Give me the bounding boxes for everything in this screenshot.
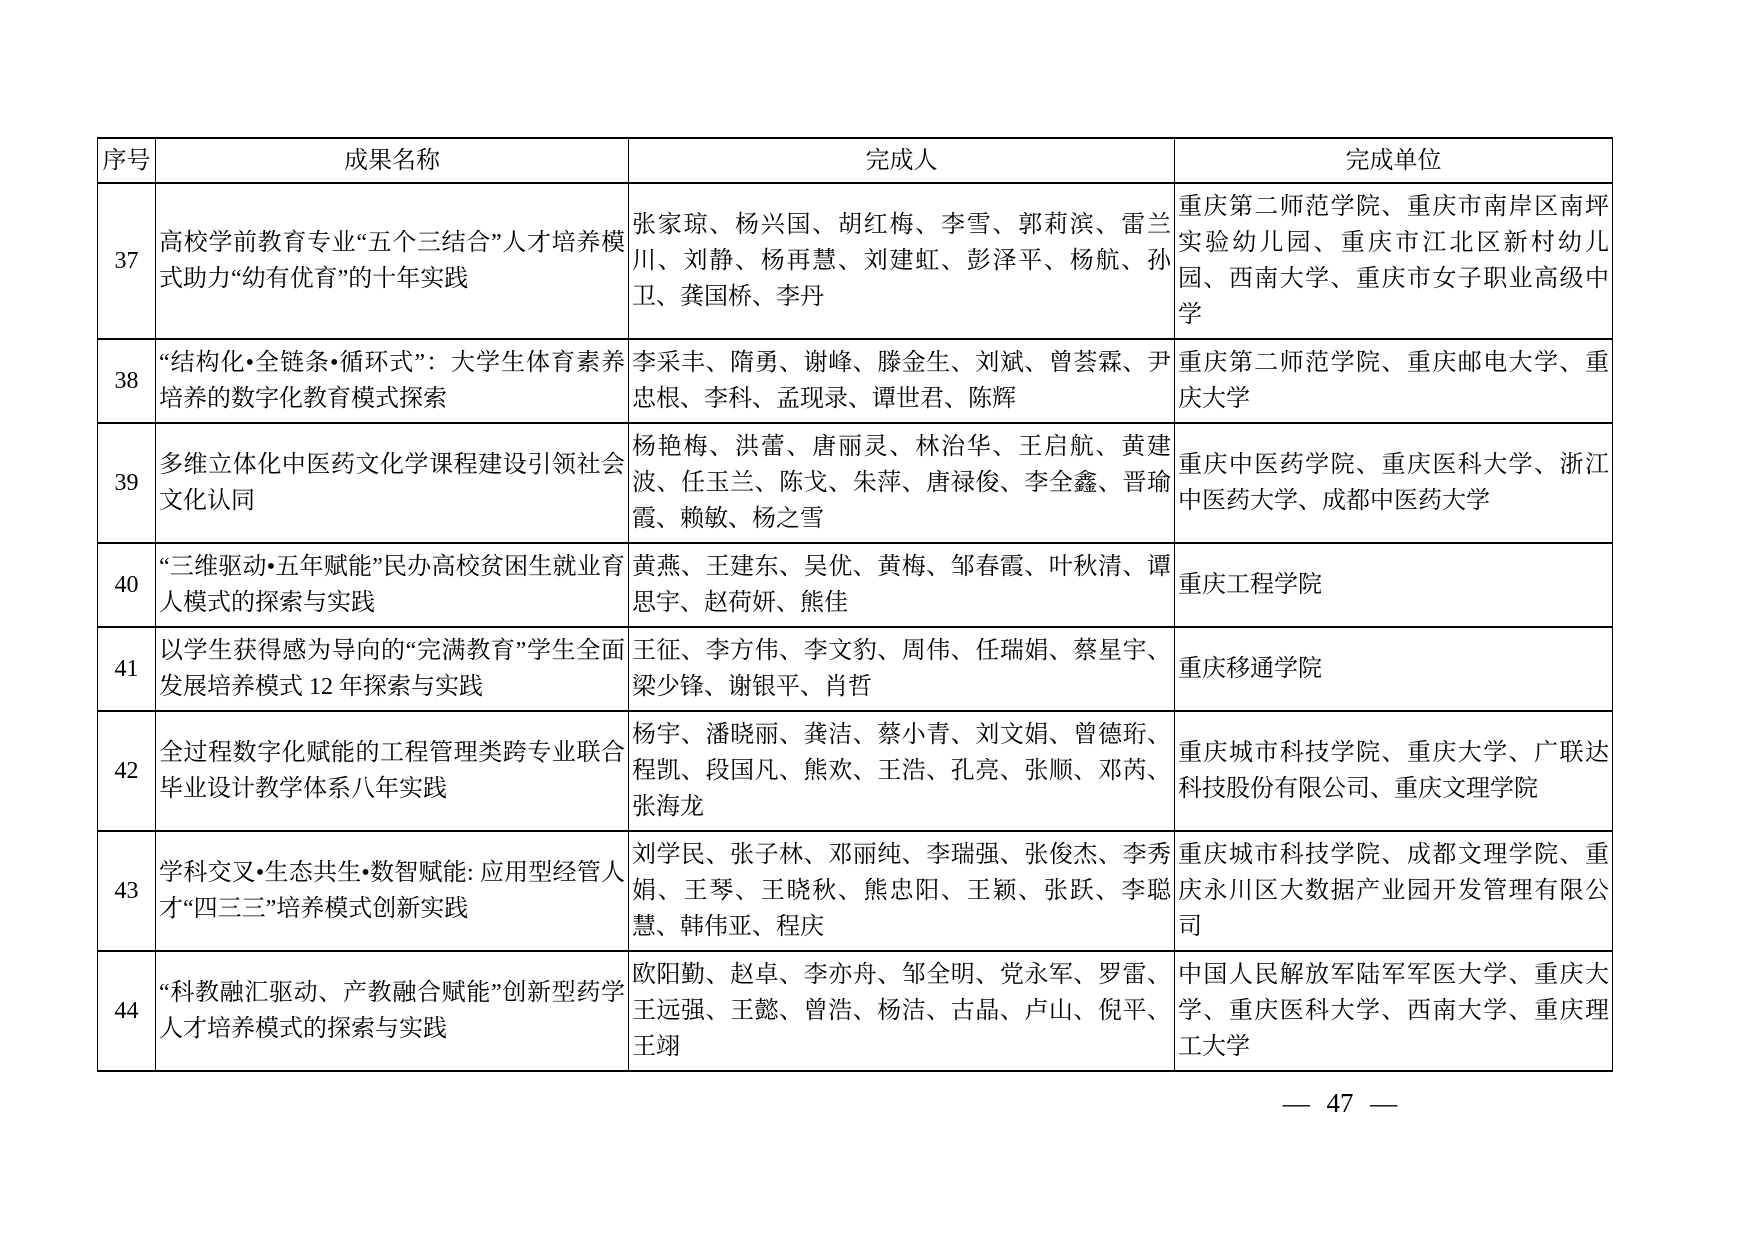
cell-completers: 张家琼、杨兴国、胡红梅、李雪、郭莉滨、雷兰川、刘静、杨再慧、刘建虹、彭泽平、杨航、孙卫、龚国桥、李丹 <box>629 183 1175 339</box>
table-row <box>98 543 1613 627</box>
cell-index: 43 <box>98 831 156 951</box>
cell-achievement-name: “结构化•全链条•循环式”：大学生体育素养培养的数字化教育模式探索 <box>156 339 629 423</box>
cell-completers: 刘学民、张子林、邓丽纯、李瑞强、张俊杰、李秀娟、王琴、王晓秋、熊忠阳、王颖、张跃、李聪慧、韩伟亚、程庆 <box>629 831 1175 951</box>
column-header-achievement-name: 成果名称 <box>156 138 629 183</box>
cell-index: 44 <box>98 951 156 1071</box>
table-row <box>98 339 1613 423</box>
table-row <box>98 183 1613 339</box>
cell-completers: 王征、李方伟、李文豹、周伟、任瑞娟、蔡星宇、梁少锋、谢银平、肖哲 <box>629 627 1175 711</box>
cell-index: 37 <box>98 183 156 339</box>
cell-achievement-name: 多维立体化中医药文化学课程建设引领社会文化认同 <box>156 423 629 543</box>
cell-units: 重庆移通学院 <box>1175 627 1613 711</box>
table-header-row <box>98 138 1613 183</box>
column-header-units: 完成单位 <box>1175 138 1613 183</box>
cell-achievement-name: 学科交叉•生态共生•数智赋能: 应用型经管人才“四三三”培养模式创新实践 <box>156 831 629 951</box>
cell-units: 重庆城市科技学院、重庆大学、广联达科技股份有限公司、重庆文理学院 <box>1175 711 1613 831</box>
cell-achievement-name: “科教融汇驱动、产教融合赋能”创新型药学人才培养模式的探索与实践 <box>156 951 629 1071</box>
cell-units: 重庆中医药学院、重庆医科大学、浙江中医药大学、成都中医药大学 <box>1175 423 1613 543</box>
table-row <box>98 423 1613 543</box>
cell-index: 40 <box>98 543 156 627</box>
cell-completers: 黄燕、王建东、吴优、黄梅、邹春霞、叶秋清、谭思宇、赵荷妍、熊佳 <box>629 543 1175 627</box>
cell-achievement-name: 全过程数字化赋能的工程管理类跨专业联合毕业设计教学体系八年实践 <box>156 711 629 831</box>
cell-completers: 杨宇、潘晓丽、龚洁、蔡小青、刘文娟、曾德珩、程凯、段国凡、熊欢、王浩、孔亮、张顺、邓芮、张海龙 <box>629 711 1175 831</box>
cell-achievement-name: 以学生获得感为导向的“完满教育”学生全面发展培养模式 12 年探索与实践 <box>156 627 629 711</box>
cell-units: 重庆工程学院 <box>1175 543 1613 627</box>
table-row <box>98 711 1613 831</box>
cell-achievement-name: “三维驱动•五年赋能”民办高校贫困生就业育人模式的探索与实践 <box>156 543 629 627</box>
cell-achievement-name: 高校学前教育专业“五个三结合”人才培养模式助力“幼有优育”的十年实践 <box>156 183 629 339</box>
page-number: — 47 — <box>1282 1088 1398 1118</box>
table-row <box>98 627 1613 711</box>
cell-completers: 李采丰、隋勇、谢峰、滕金生、刘斌、曾荟霖、尹忠根、李科、孟现录、谭世君、陈辉 <box>629 339 1175 423</box>
cell-index: 41 <box>98 627 156 711</box>
column-header-completers: 完成人 <box>629 138 1175 183</box>
table-row <box>98 831 1613 951</box>
cell-units: 重庆第二师范学院、重庆邮电大学、重庆大学 <box>1175 339 1613 423</box>
cell-units: 重庆第二师范学院、重庆市南岸区南坪实验幼儿园、重庆市江北区新村幼儿园、西南大学、重庆市女子职业高级中学 <box>1175 183 1613 339</box>
cell-index: 42 <box>98 711 156 831</box>
column-header-index: 序号 <box>98 138 156 183</box>
cell-units: 中国人民解放军陆军军医大学、重庆大学、重庆医科大学、西南大学、重庆理工大学 <box>1175 951 1613 1071</box>
cell-completers: 欧阳勤、赵卓、李亦舟、邹全明、党永军、罗雷、王远强、王懿、曾浩、杨洁、古晶、卢山、倪平、王翊 <box>629 951 1175 1071</box>
cell-index: 39 <box>98 423 156 543</box>
cell-units: 重庆城市科技学院、成都文理学院、重庆永川区大数据产业园开发管理有限公司 <box>1175 831 1613 951</box>
table-row <box>98 951 1613 1071</box>
cell-completers: 杨艳梅、洪蕾、唐丽灵、林治华、王启航、黄建波、任玉兰、陈戈、朱萍、唐禄俊、李全鑫、晋瑜霞、赖敏、杨之雪 <box>629 423 1175 543</box>
cell-index: 38 <box>98 339 156 423</box>
achievements-table <box>97 137 1613 1072</box>
